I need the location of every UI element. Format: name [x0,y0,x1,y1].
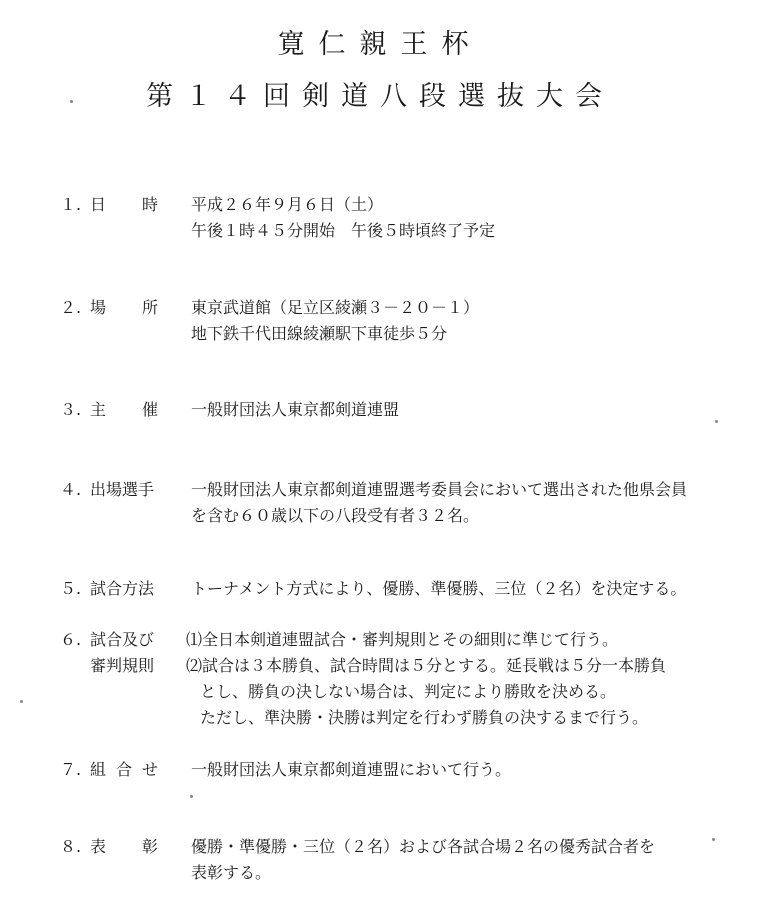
scan-speck [190,795,193,798]
scan-speck [715,420,718,423]
document-subtitle: 第１４回剣道八段選抜大会 [146,81,614,112]
section-number: ３. [60,400,82,419]
section-content: 優勝・準優勝・三位（２名）および各試合場２名の優秀試合者を 表彰する。 [191,837,656,882]
section-number: ５. [60,579,82,598]
section-number: ８. [60,837,82,856]
section-content: ⑴全日本剣道連盟試合・審判規則とその細則に準じて行う。 ⑵試合は３本勝負、試合時間は５分とする。延長戦は５分一本勝負 とし、勝負の決しない場合は、判定により勝敗を決める。 ただし、準決勝・決勝は判定を行わず勝負の決するまで行う。 [186,630,667,727]
section-label: 場 所 [90,298,158,317]
scan-speck [70,100,73,103]
section-label: 表 彰 [90,837,158,856]
scan-speck [20,700,23,703]
section-number: １. [60,195,82,214]
scan-speck [712,838,715,841]
section-content: トーナメント方式により、優勝、準優勝、三位（２名）を決定する。 [191,579,687,598]
document-title: 寛仁親王杯 [277,29,483,60]
section-label: 日 時 [90,195,158,214]
section-label: 主 催 [90,400,158,419]
section-content: 平成２６年９月６日（土） 午後１時４５分開始 午後５時頃終了予定 [191,195,496,240]
section-label: 試合及び 審判規則 [90,630,155,675]
section-label: 出場選手 [90,480,155,499]
section-number: ７. [60,760,82,779]
section-number: ２. [60,298,82,317]
section-content: 一般財団法人東京都剣道連盟において行う。 [191,760,512,779]
section-content: 一般財団法人東京都剣道連盟選考委員会において選出された他県会員 を含む６０歳以下の八段受有者３２名。 [191,480,688,525]
section-number: ６. [60,630,82,649]
section-label: 組 合 せ [90,760,158,779]
section-content: 一般財団法人東京都剣道連盟 [191,400,400,419]
section-label: 試合方法 [90,579,155,598]
section-number: ４. [60,480,82,499]
section-content: 東京武道館（足立区綾瀬３－２０－１） 地下鉄千代田線綾瀬駅下車徒歩５分 [191,298,480,343]
